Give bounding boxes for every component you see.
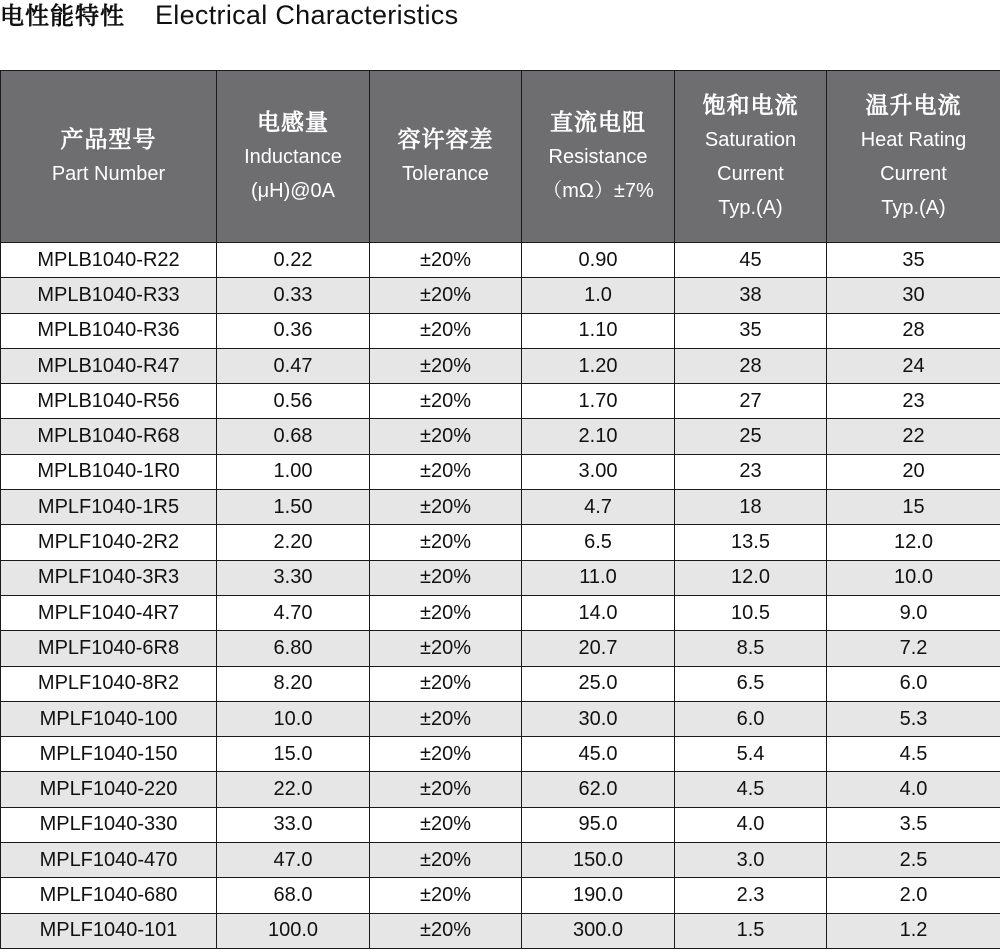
table-row (1, 807, 1000, 842)
cell-tolerance: ±20% (370, 878, 522, 913)
cell-heat-rating-current: 9.0 (827, 595, 1000, 630)
cell-heat-rating-current: 6.0 (827, 666, 1000, 701)
cell-inductance: 1.50 (217, 490, 370, 525)
header-resistance (522, 71, 675, 243)
cell-resistance: 0.90 (522, 243, 675, 278)
header-resistance-en-line: Resistance (548, 145, 648, 168)
cell-part-number: MPLF1040-150 (1, 737, 217, 772)
header-heat-rating-current-en-line: Heat Rating (860, 128, 967, 151)
cell-saturation-current: 23 (675, 454, 827, 489)
table-row (1, 313, 1000, 348)
cell-inductance: 22.0 (217, 772, 370, 807)
table-row (1, 772, 1000, 807)
cell-heat-rating-current: 30 (827, 278, 1000, 313)
cell-heat-rating-current: 1.2 (827, 913, 1000, 948)
header-tolerance (370, 71, 522, 243)
header-part-number-zh: 产品型号 (60, 126, 157, 153)
cell-tolerance: ±20% (370, 631, 522, 666)
table-header (1, 71, 1000, 243)
cell-saturation-current: 6.0 (675, 701, 827, 736)
cell-tolerance: ±20% (370, 348, 522, 383)
cell-tolerance: ±20% (370, 595, 522, 630)
cell-part-number: MPLB1040-R33 (1, 278, 217, 313)
cell-saturation-current: 45 (675, 243, 827, 278)
cell-tolerance: ±20% (370, 454, 522, 489)
page-title-chinese: 电性能特性 (0, 2, 125, 30)
cell-part-number: MPLF1040-470 (1, 843, 217, 878)
cell-inductance: 0.68 (217, 419, 370, 454)
table-row (1, 490, 1000, 525)
cell-resistance: 2.10 (522, 419, 675, 454)
cell-inductance: 0.33 (217, 278, 370, 313)
header-heat-rating-current-zh: 温升电流 (865, 92, 962, 119)
cell-part-number: MPLF1040-4R7 (1, 595, 217, 630)
cell-saturation-current: 1.5 (675, 913, 827, 948)
cell-inductance: 68.0 (217, 878, 370, 913)
cell-saturation-current: 5.4 (675, 737, 827, 772)
cell-resistance: 45.0 (522, 737, 675, 772)
header-resistance-zh: 直流电阻 (550, 109, 646, 136)
cell-resistance: 3.00 (522, 454, 675, 489)
cell-part-number: MPLB1040-1R0 (1, 454, 217, 489)
cell-inductance: 0.36 (217, 313, 370, 348)
cell-tolerance: ±20% (370, 243, 522, 278)
table-row (1, 384, 1000, 419)
header-saturation-current-en-line: Current (717, 162, 784, 185)
table-row (1, 419, 1000, 454)
cell-heat-rating-current: 24 (827, 348, 1000, 383)
cell-heat-rating-current: 23 (827, 384, 1000, 419)
table-row (1, 454, 1000, 489)
cell-tolerance: ±20% (370, 701, 522, 736)
cell-heat-rating-current: 20 (827, 454, 1000, 489)
cell-saturation-current: 12.0 (675, 560, 827, 595)
cell-tolerance: ±20% (370, 737, 522, 772)
header-saturation-current-en-line: Saturation (704, 128, 797, 151)
cell-heat-rating-current: 35 (827, 243, 1000, 278)
header-resistance-en-line: （mΩ）±7% (542, 179, 654, 202)
electrical-characteristics-table (0, 70, 1000, 949)
header-row (1, 71, 1000, 243)
header-heat-rating-current-en-line: Typ.(A) (881, 196, 946, 219)
cell-tolerance: ±20% (370, 807, 522, 842)
cell-saturation-current: 25 (675, 419, 827, 454)
cell-saturation-current: 35 (675, 313, 827, 348)
cell-saturation-current: 4.0 (675, 807, 827, 842)
cell-part-number: MPLF1040-101 (1, 913, 217, 948)
cell-part-number: MPLF1040-8R2 (1, 666, 217, 701)
cell-part-number: MPLF1040-2R2 (1, 525, 217, 560)
cell-resistance: 95.0 (522, 807, 675, 842)
cell-heat-rating-current: 4.0 (827, 772, 1000, 807)
cell-saturation-current: 13.5 (675, 525, 827, 560)
cell-resistance: 62.0 (522, 772, 675, 807)
cell-heat-rating-current: 10.0 (827, 560, 1000, 595)
table-row (1, 878, 1000, 913)
cell-inductance: 6.80 (217, 631, 370, 666)
cell-resistance: 1.10 (522, 313, 675, 348)
header-saturation-current (675, 71, 827, 243)
table-row (1, 737, 1000, 772)
cell-resistance: 14.0 (522, 595, 675, 630)
header-inductance-zh: 电感量 (257, 109, 329, 136)
cell-part-number: MPLF1040-220 (1, 772, 217, 807)
cell-inductance: 3.30 (217, 560, 370, 595)
cell-part-number: MPLB1040-R22 (1, 243, 217, 278)
cell-tolerance: ±20% (370, 525, 522, 560)
header-inductance (217, 71, 370, 243)
cell-tolerance: ±20% (370, 490, 522, 525)
cell-inductance: 0.22 (217, 243, 370, 278)
cell-part-number: MPLF1040-680 (1, 878, 217, 913)
cell-saturation-current: 18 (675, 490, 827, 525)
table-row (1, 243, 1000, 278)
cell-tolerance: ±20% (370, 313, 522, 348)
cell-heat-rating-current: 2.5 (827, 843, 1000, 878)
cell-part-number: MPLF1040-3R3 (1, 560, 217, 595)
page-title-english: Electrical Characteristics (155, 0, 459, 30)
cell-inductance: 0.56 (217, 384, 370, 419)
cell-resistance: 1.70 (522, 384, 675, 419)
cell-resistance: 1.20 (522, 348, 675, 383)
table-row (1, 560, 1000, 595)
cell-part-number: MPLF1040-6R8 (1, 631, 217, 666)
cell-part-number: MPLB1040-R36 (1, 313, 217, 348)
table-row (1, 348, 1000, 383)
cell-resistance: 11.0 (522, 560, 675, 595)
cell-tolerance: ±20% (370, 772, 522, 807)
table-body (1, 243, 1000, 949)
header-part-number (1, 71, 217, 243)
table-row (1, 843, 1000, 878)
cell-heat-rating-current: 2.0 (827, 878, 1000, 913)
cell-resistance: 1.0 (522, 278, 675, 313)
header-saturation-current-zh: 饱和电流 (702, 92, 799, 119)
cell-inductance: 10.0 (217, 701, 370, 736)
cell-resistance: 20.7 (522, 631, 675, 666)
cell-inductance: 47.0 (217, 843, 370, 878)
cell-saturation-current: 6.5 (675, 666, 827, 701)
cell-resistance: 30.0 (522, 701, 675, 736)
cell-heat-rating-current: 5.3 (827, 701, 1000, 736)
table-row (1, 701, 1000, 736)
table-row (1, 278, 1000, 313)
cell-inductance: 4.70 (217, 595, 370, 630)
cell-inductance: 0.47 (217, 348, 370, 383)
header-part-number-en-line: Part Number (51, 162, 166, 185)
header-heat-rating-current (827, 71, 1000, 243)
cell-heat-rating-current: 28 (827, 313, 1000, 348)
table-row (1, 631, 1000, 666)
cell-resistance: 150.0 (522, 843, 675, 878)
cell-saturation-current: 28 (675, 348, 827, 383)
cell-saturation-current: 38 (675, 278, 827, 313)
cell-saturation-current: 27 (675, 384, 827, 419)
cell-saturation-current: 4.5 (675, 772, 827, 807)
cell-inductance: 15.0 (217, 737, 370, 772)
cell-part-number: MPLF1040-330 (1, 807, 217, 842)
cell-tolerance: ±20% (370, 913, 522, 948)
cell-tolerance: ±20% (370, 666, 522, 701)
cell-inductance: 100.0 (217, 913, 370, 948)
cell-tolerance: ±20% (370, 560, 522, 595)
cell-inductance: 2.20 (217, 525, 370, 560)
cell-part-number: MPLF1040-100 (1, 701, 217, 736)
cell-resistance: 300.0 (522, 913, 675, 948)
cell-inductance: 1.00 (217, 454, 370, 489)
header-saturation-current-en-line: Typ.(A) (718, 196, 783, 219)
cell-heat-rating-current: 22 (827, 419, 1000, 454)
cell-resistance: 4.7 (522, 490, 675, 525)
cell-part-number: MPLF1040-1R5 (1, 490, 217, 525)
header-inductance-en-line: (μH)@0A (250, 179, 336, 202)
cell-inductance: 8.20 (217, 666, 370, 701)
cell-saturation-current: 2.3 (675, 878, 827, 913)
table-row (1, 666, 1000, 701)
cell-saturation-current: 3.0 (675, 843, 827, 878)
cell-tolerance: ±20% (370, 384, 522, 419)
cell-heat-rating-current: 12.0 (827, 525, 1000, 560)
cell-resistance: 190.0 (522, 878, 675, 913)
cell-heat-rating-current: 15 (827, 490, 1000, 525)
table-row (1, 525, 1000, 560)
header-tolerance-zh: 容许容差 (397, 126, 494, 153)
cell-inductance: 33.0 (217, 807, 370, 842)
header-heat-rating-current-en-line: Current (880, 162, 947, 185)
cell-part-number: MPLB1040-R56 (1, 384, 217, 419)
cell-resistance: 6.5 (522, 525, 675, 560)
cell-tolerance: ±20% (370, 278, 522, 313)
table-row (1, 913, 1000, 948)
cell-saturation-current: 8.5 (675, 631, 827, 666)
cell-heat-rating-current: 4.5 (827, 737, 1000, 772)
cell-heat-rating-current: 7.2 (827, 631, 1000, 666)
cell-resistance: 25.0 (522, 666, 675, 701)
cell-saturation-current: 10.5 (675, 595, 827, 630)
header-tolerance-en-line: Tolerance (402, 162, 489, 185)
cell-heat-rating-current: 3.5 (827, 807, 1000, 842)
page-title (0, 0, 458, 34)
header-inductance-en-line: Inductance (244, 145, 342, 168)
cell-tolerance: ±20% (370, 419, 522, 454)
cell-tolerance: ±20% (370, 843, 522, 878)
cell-part-number: MPLB1040-R47 (1, 348, 217, 383)
table-row (1, 595, 1000, 630)
cell-part-number: MPLB1040-R68 (1, 419, 217, 454)
